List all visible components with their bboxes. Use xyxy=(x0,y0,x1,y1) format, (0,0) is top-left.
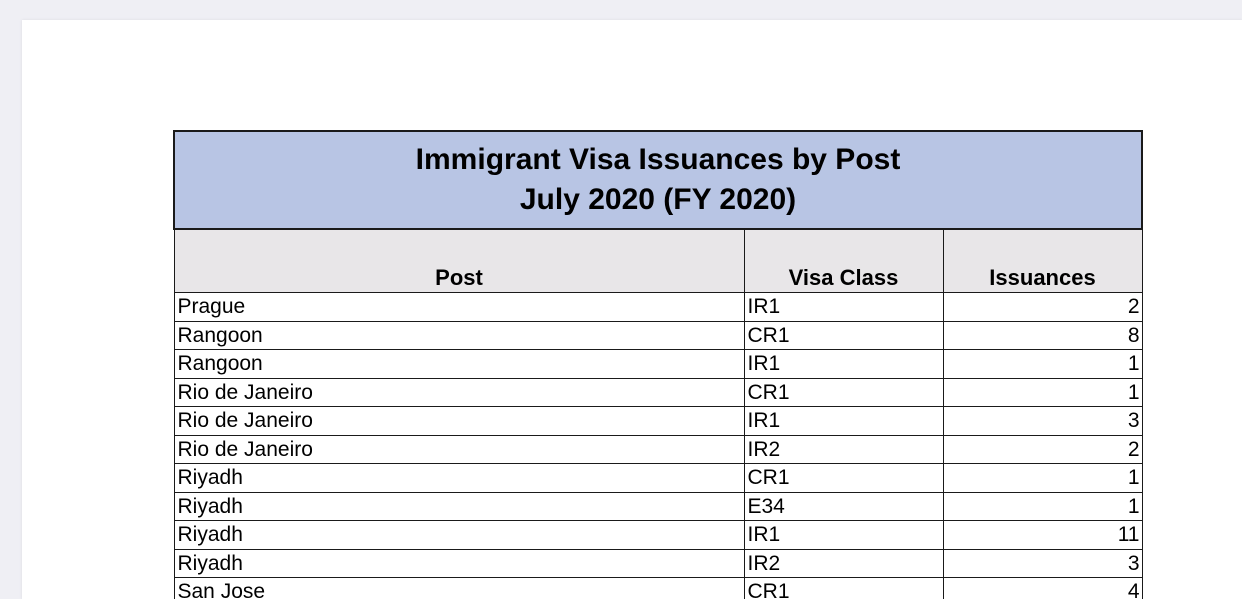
issuances-cell: 11 xyxy=(943,521,1142,550)
issuances-cell: 1 xyxy=(943,350,1142,379)
table-title-line-2: July 2020 (FY 2020) xyxy=(519,183,797,216)
table-row xyxy=(174,435,1142,464)
table-row xyxy=(174,492,1142,521)
issuances-cell: 1 xyxy=(943,492,1142,521)
visa-class-cell: IR2 xyxy=(744,549,943,578)
post-cell: Rangoon xyxy=(174,321,744,350)
post-cell: Rio de Janeiro xyxy=(174,407,744,436)
table-row xyxy=(174,378,1142,407)
table-row xyxy=(174,464,1142,493)
document-page xyxy=(22,20,1242,599)
issuances-cell: 3 xyxy=(943,407,1142,436)
issuances-cell: 1 xyxy=(943,464,1142,493)
post-cell: Riyadh xyxy=(174,549,744,578)
table-row xyxy=(174,321,1142,350)
issuances-cell: 8 xyxy=(943,321,1142,350)
table-row xyxy=(174,521,1142,550)
column-header-post: Post xyxy=(174,229,744,293)
issuances-cell: 2 xyxy=(943,293,1142,322)
column-header-visa-class: Visa Class xyxy=(744,229,943,293)
post-cell: Riyadh xyxy=(174,521,744,550)
issuances-cell: 1 xyxy=(943,378,1142,407)
visa-class-cell: CR1 xyxy=(744,578,943,599)
post-cell: Riyadh xyxy=(174,464,744,493)
visa-class-cell: IR1 xyxy=(744,407,943,436)
table-row xyxy=(174,293,1142,322)
visa-issuances-table xyxy=(173,130,1143,599)
visa-class-cell: IR1 xyxy=(744,350,943,379)
visa-class-cell: CR1 xyxy=(744,378,943,407)
table-row xyxy=(174,350,1142,379)
visa-class-cell: IR1 xyxy=(744,521,943,550)
table-row xyxy=(174,578,1142,599)
visa-class-cell: CR1 xyxy=(744,321,943,350)
table-row xyxy=(174,549,1142,578)
post-cell: Prague xyxy=(174,293,744,322)
visa-class-cell: IR1 xyxy=(744,293,943,322)
post-cell: Rangoon xyxy=(174,350,744,379)
table-title xyxy=(174,131,1142,229)
issuances-cell: 2 xyxy=(943,435,1142,464)
visa-class-cell: IR2 xyxy=(744,435,943,464)
issuances-cell: 4 xyxy=(943,578,1142,599)
post-cell: Rio de Janeiro xyxy=(174,435,744,464)
table-title-line-1: Immigrant Visa Issuances by Post xyxy=(415,143,901,176)
column-header-issuances: Issuances xyxy=(943,229,1142,293)
post-cell: Riyadh xyxy=(174,492,744,521)
issuances-cell: 3 xyxy=(943,549,1142,578)
table-row xyxy=(174,407,1142,436)
visa-class-cell: CR1 xyxy=(744,464,943,493)
visa-class-cell: E34 xyxy=(744,492,943,521)
post-cell: Rio de Janeiro xyxy=(174,378,744,407)
post-cell: San Jose xyxy=(174,578,744,599)
